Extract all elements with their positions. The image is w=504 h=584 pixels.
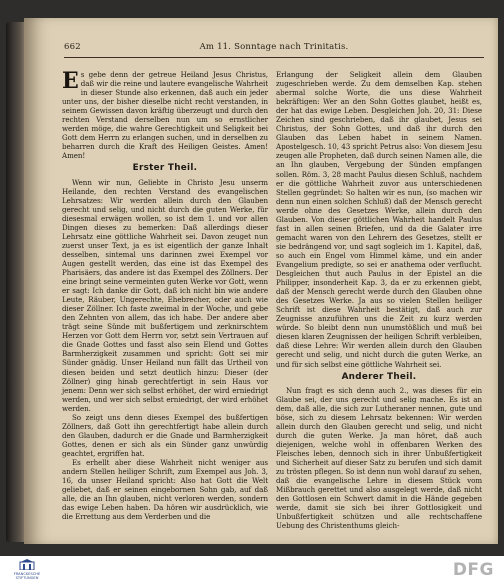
franckesche-stiftungen-logo[interactable] [4, 559, 50, 581]
body-paragraph: Erlangung der Seligkeit allein dem Glauben zugeschrieben werde. Zu dem demselben Kap. stehen abermal solche Worte, die uns diese Wahrheit bekräftigen: Wer an den Sohn Gottes glaubet, heißt es, der hat das ewige Leben. Desgleichen Joh. 20, 31: Diese Zeichen sind geschrieben, daß ihr glaubet, Jesus sei Christus, der Sohn Gottes, und daß ihr durch den Glauben das Leben habet in seinem Namen. Apostelgesch. 10, 43 spricht Petrus also: Von diesem Jesu zeugen alle Propheten, daß durch seinen Namen alle, die an Ihn glauben, Vergebung der Sünden empfangen sollen. Röm. 3, 28 macht Paulus diesen Schluß, nachdem er die göttliche Wahrheit zuvor aus unterschiedenen Stellen gegründet: So halten wir es nun, (so machen wir denn nun einen solchen Schluß) daß der Mensch gerecht werde ohne des Gesetzes Werke, allein durch den Glauben. Von dieser göttlichen Wahrheit handelt Paulus fast in allen seinen Briefen, und da die Galater irre gemacht waren von den Lehrern des Gesetzes, stellt er sie bedrängend vor, und sagt sogleich im 1. Kapitel, daß, so auch ein Engel vom Himmel käme, und ein ander Evangelium predigte, so sei er anathema oder verflucht. Desgleichen thut auch Paulus in der Epistel an die Philipper, insonderheit Kap. 3, da er zu erkennen giebt, daß der Mensch gerecht werde durch den Glauben ohne des Gesetzes Werke. Ja aus so vielen Stellen heiliger Schrift ist diese Wahrheit bestätigt, daß auch zur Zeugnisse anzuführen uns die Zeit zu kurz werden würde. So bleibt denn nun unumstößlich und muß bei diesen klaren Zeugnissen der heiligen Schrift verbleiben, daß diese Lehre: Wir werden allein durch den Glauben gerecht und selig, und nicht durch die guten Werke, an und für sich selbst eine göttliche Wahrheit sei. [276, 70, 482, 369]
dfg-logo[interactable]: DFG [452, 560, 494, 580]
section-heading-second: Anderer Theil. [341, 371, 417, 382]
scanned-page [24, 18, 498, 544]
page-header [64, 42, 484, 56]
body-paragraph: So zeigt uns denn dieses Exempel des bußfertigen Zöllners, daß Gott ihn gerechtfertigt habe allein durch den Glauben, dadurch er die Gnade und Barmherzigkeit Gottes, denen er sich als ein Sünder ganz unwürdig geachtet, ergriffen hat. [62, 412, 268, 458]
body-paragraph: Es erhellt aber diese Wahrheit nicht weniger aus andern Stellen heiliger Schrift, zum Exempel aus Joh. 3, 16, da unser Heiland spricht: Also hat Gott die Welt geliebet, daß er seinen eingebornen Sohn gab, auf daß alle, die an Ihn glauben, nicht verloren werden, sondern das ewige Leben haben. Da hören wir ausdrücklich, wie die Errettung aus dem Verderben und die [62, 457, 268, 522]
body-paragraph: Wenn wir nun, Geliebte in Christo Jesu unserm Heilande, den rechten Verstand des evangelischen Lehrsatzes: Wir werden allein durch den Glauben gerecht und selig, und nicht durch die guten Werke, für diesesmal erwägen wollen, so ist dem 1. und vor allen Dingen dieses zu bemerken: Daß allerdings dieser Lehrsatz eine göttliche Wahrheit sei. Davon zeuget nun zuerst unser Text, ja es ist eigentlich der ganze Inhalt desselben, sintemal uns darinnen zwei Exempel vor Augen gestellt werden, das eine ist das Exempel des Pharisäers, das andere ist das Exempel des Zöllners. Der eine bringt seine vermeinten guten Werke vor Gott, wenn er sagt: Ich danke dir Gott, daß ich nicht bin wie andere Leute, Räuber, Ungerechte, Ehebrecher, oder auch wie dieser Zöllner. Ich faste zweimal in der Woche, und gebe den Zehnten von allem, das ich habe. Der andere aber trägt seine Sünde mit bußfertigem und zerknirschtem Herzen vor Gott dem Herrn vor, setzt sein Vertrauen auf die Gnade Gottes und fasst also sein Elend und Gottes Barmherzigkeit zusammen und spricht: Gott sei mir Sünder gnädig. Unser Heiland nun fällt das Urtheil von diesen beiden und setzt deutlich hinzu: Dieser (der Zöllner) ging hinab gerechtfertigt in sein Haus vor jenem: Denn wer sich selbst erhöhet, der wird erniedrigt werden, und wer sich selbst erniedrigt, der wird erhöhet werden. [62, 177, 268, 413]
header-rule [64, 57, 484, 58]
drop-cap: E [62, 68, 79, 94]
intro-text: s gebe denn der getreue Heiland Jesus Christus, daß wir die reine und lautere evangelische Wahrheit in dieser Stunde also erkennen, daß auch ein jeder unter uns, der bisher dieselbe nicht recht verstanden, in seinem Gewissen davon kräftig überzeugt und durch den rechten Verstand derselben nun um so ernstlicher werden möge, die wahre Gerechtigkeit und Seligkeit bei Gott dem Herrn zu erlangen suchen, und in derselben zu beharren durch die Kraft des Heiligen Geistes. Amen! Amen! [62, 70, 268, 161]
viewer-footer-bar [0, 556, 504, 584]
right-column [276, 70, 482, 530]
body-paragraph: Nun fragt es sich denn auch 2., was dieses für ein Glaube sei, der uns gerecht und selig mache. Es ist an dem, daß alle, die sich zur Lutheraner nennen, gute und böse, sich zu diesem Lehrsatz bekennen: Wir werden allein durch den Glauben gerecht und selig, und nicht durch die guten Werke. Ja man höret, daß auch diejenigen, welche wohl in offenbaren Werken des Fleisches leben, dennoch sich in ihrer Unbußfertigkeit und Sicherheit auf dieser Satz zu berufen und sich damit zu trösten pflegen. So ist denn nun wohl darauf zu sehen, daß die evangelische Lehre in diesem Stück vom Mißbrauch gerettet und also ausgelegt werde, daß nicht den Gottlosen ein Schwert damit in die Hände gegeben werde, damit sie sich bei ihrer Gottlosigkeit und Unbußfertigkeit schützen und alle rechtschaffene Uebung des Christenthums gleich- [276, 385, 482, 531]
section-heading-first: Erster Theil. [132, 163, 198, 174]
logo-caption: FRANCKESCHE STIFTUNGEN [13, 572, 41, 580]
intro-paragraph [62, 70, 268, 160]
book-spine-edge [6, 22, 26, 542]
page-number: 662 [64, 42, 81, 52]
left-column [62, 70, 268, 521]
running-title: Am 11. Sonntage nach Trinitatis. [199, 42, 349, 52]
institution-emblem-icon [19, 559, 35, 570]
